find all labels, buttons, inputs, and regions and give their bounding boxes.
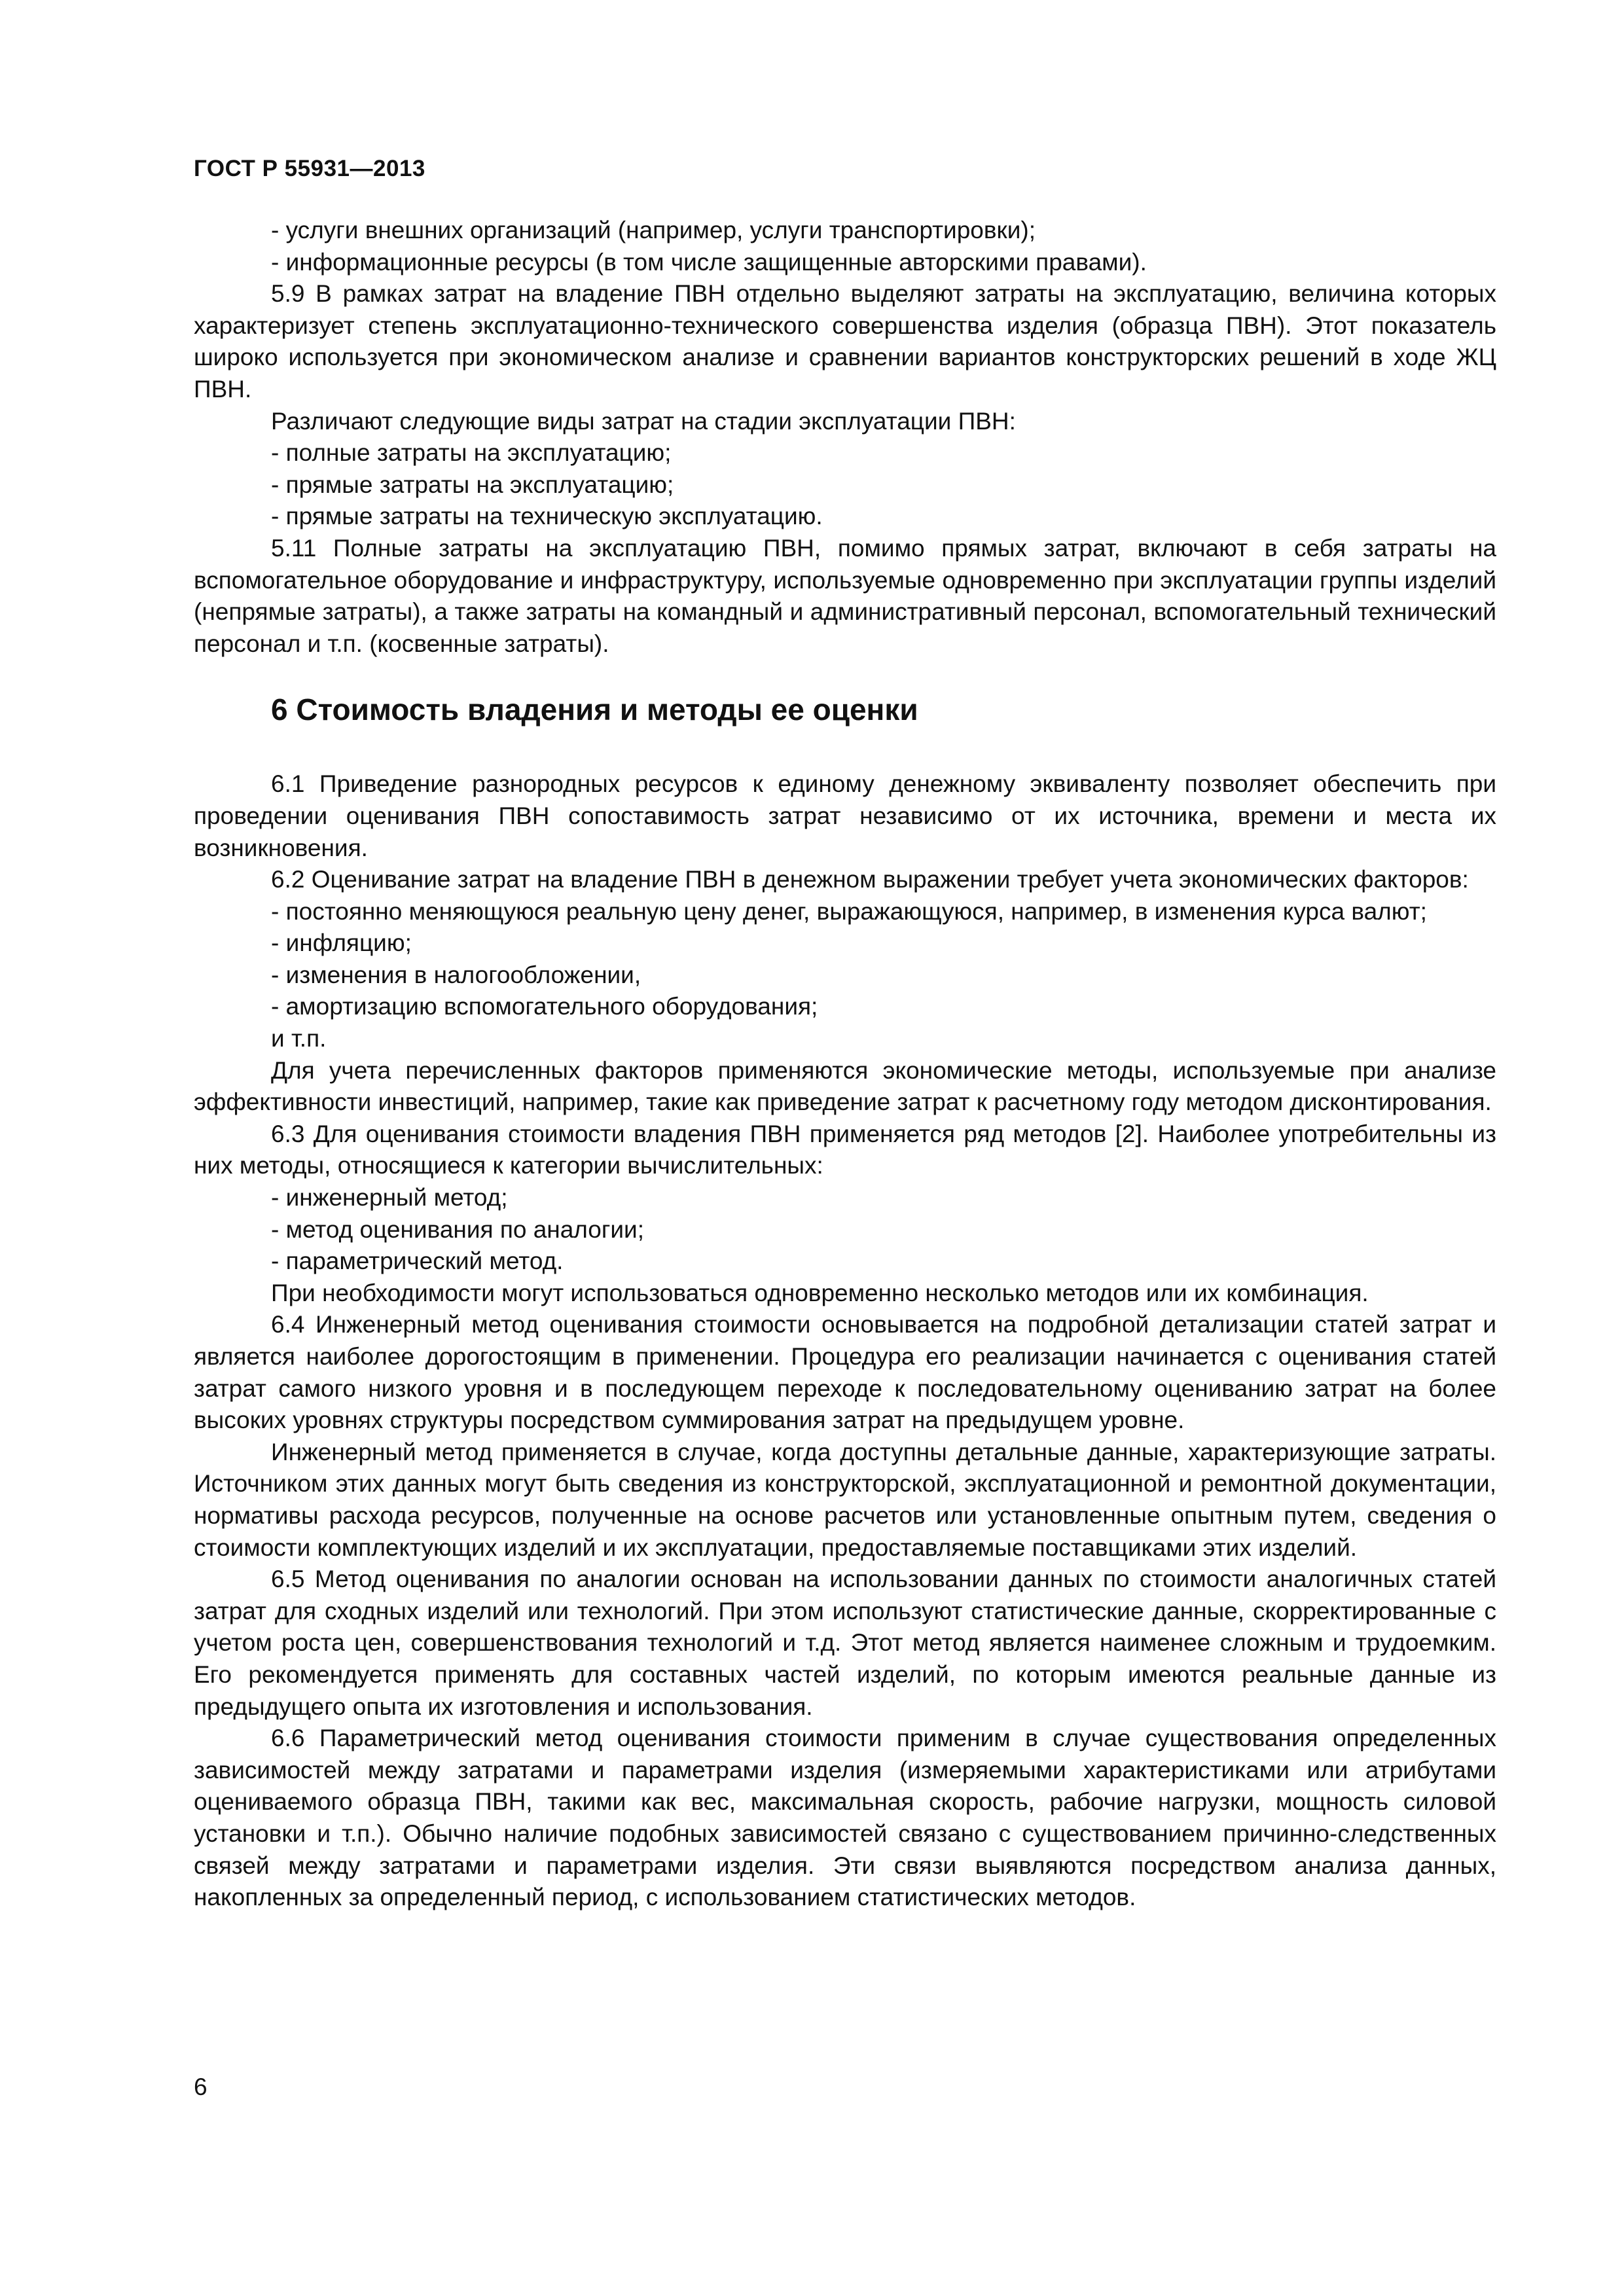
list-item: - прямые затраты на техническую эксплуатацию.: [271, 503, 823, 530]
spacer: [194, 660, 1496, 690]
paragraph: 6.1 Приведение разнородных ресурсов к единому денежному эквиваленту позволяет обеспечить при проведении оценивания ПВН сопоставимость затрат независимо от их источника, времени и места их возникновения.: [194, 770, 1496, 861]
list-item: - амортизацию вспомогательного оборудования;: [271, 993, 818, 1020]
list-item: и т.п.: [271, 1025, 327, 1052]
list-item: - услуги внешних организаций (например, услуги транспортировки);: [271, 217, 1036, 243]
section-body: [194, 768, 1496, 1913]
spacer: [194, 729, 1496, 768]
page-number: 6: [194, 2073, 208, 2100]
paragraph: Для учета перечисленных факторов применяются экономические методы, используемые при анализе эффективности инвестиций, например, такие как приведение затрат к расчетному году методом дисконтирования.: [194, 1056, 1496, 1116]
list-item: - метод оценивания по аналогии;: [271, 1215, 644, 1243]
paragraph: 6.6 Параметрический метод оценивания стоимости применим в случае существования определенных зависимостей между затратами и параметрами изделия (измеряемыми характеристиками или атрибутами оцениваемого образца ПВН, такими как вес, максимальная скорость, рабочие нагрузки, мощность силовой установки и т.п.). Обычно наличие подобных зависимостей связано с существованием причинно-следственных связей между затратами и параметрами изделия. Эти связи выявляются посредством анализа данных, накопленных за определенный период, с использованием статистических методов.: [194, 1725, 1496, 1911]
list-item: - информационные ресурсы (в том числе защищенные авторскими правами).: [271, 248, 1147, 276]
list-item: - инфляцию;: [271, 929, 412, 957]
list-item: - параметрический метод.: [271, 1247, 564, 1275]
paragraph: - постоянно меняющуюся реальную цену денег, выражающуюся, например, в изменения курса валют;: [271, 897, 1427, 925]
paragraph: 5.9 В рамках затрат на владение ПВН отдельно выделяют затраты на эксплуатацию, величина которых характеризует степень эксплуатационно-технического совершенства изделия (образца ПВН). Этот показатель широко используется при экономическом анализе и сравнении вариантов конструкторских решений в ходе ЖЦ ПВН.: [194, 280, 1496, 403]
intro-block: [194, 215, 1496, 660]
paragraph: Различают следующие виды затрат на стадии эксплуатации ПВН:: [271, 407, 1016, 435]
list-item: - изменения в налогообложении,: [271, 961, 641, 988]
paragraph: 6.3 Для оценивания стоимости владения ПВН применяется ряд методов [2]. Наиболее употребительны из них методы, относящиеся к категории вычислительных:: [194, 1120, 1496, 1179]
page-content: [194, 215, 1496, 1914]
document-header: ГОСТ Р 55931—2013: [194, 156, 425, 181]
section-heading: 6 Стоимость владения и методы ее оценки: [271, 692, 918, 727]
paragraph: 6.2 Оценивание затрат на владение ПВН в денежном выражении требует учета экономических факторов:: [271, 866, 1469, 893]
paragraph: 6.4 Инженерный метод оценивания стоимости основывается на подробной детализации статей затрат и является наиболее дорогостоящим в применении. Процедура его реализации начинается с оценивания статей затрат самого низкого уровня и в последующем переходе к последовательному оцениванию затрат на более высоких уровнях структуры посредством суммирования затрат на предыдущем уровне.: [194, 1311, 1496, 1434]
paragraph: Инженерный метод применяется в случае, когда доступны детальные данные, характеризующие затраты. Источником этих данных могут быть сведения из конструкторской, эксплуатационной и ремонтной документации, нормативы расхода ресурсов, полученные на основе расчетов или установленные опытным путем, сведения о стоимости комплектующих изделий и их эксплуатации, предоставляемые поставщиками этих изделий.: [194, 1438, 1496, 1561]
list-item: - полные затраты на эксплуатацию;: [271, 439, 672, 467]
paragraph: При необходимости могут использоваться одновременно несколько методов или их комбинация.: [271, 1279, 1369, 1306]
list-item: - прямые затраты на эксплуатацию;: [271, 471, 674, 498]
list-item: - инженерный метод;: [271, 1184, 508, 1211]
paragraph: 6.5 Метод оценивания по аналогии основан на использовании данных по стоимости аналогичных статей затрат для сходных изделий или технологий. При этом используют статистические данные, скорректированные с учетом роста цен, совершенствования технологий и т.д. Этот метод является наименее сложным и трудоемким. Его рекомендуется применять для составных частей изделий, по которым имеются реальные данные из предыдущего опыта их изготовления и использования.: [194, 1566, 1496, 1720]
paragraph: 5.11 Полные затраты на эксплуатацию ПВН, помимо прямых затрат, включают в себя затраты на вспомогательное оборудование и инфраструктуру, используемые одновременно при эксплуатации группы изделий (непрямые затраты), а также затраты на командный и административный персонал, вспомогательный технический персонал и т.п. (косвенные затраты).: [194, 534, 1496, 657]
